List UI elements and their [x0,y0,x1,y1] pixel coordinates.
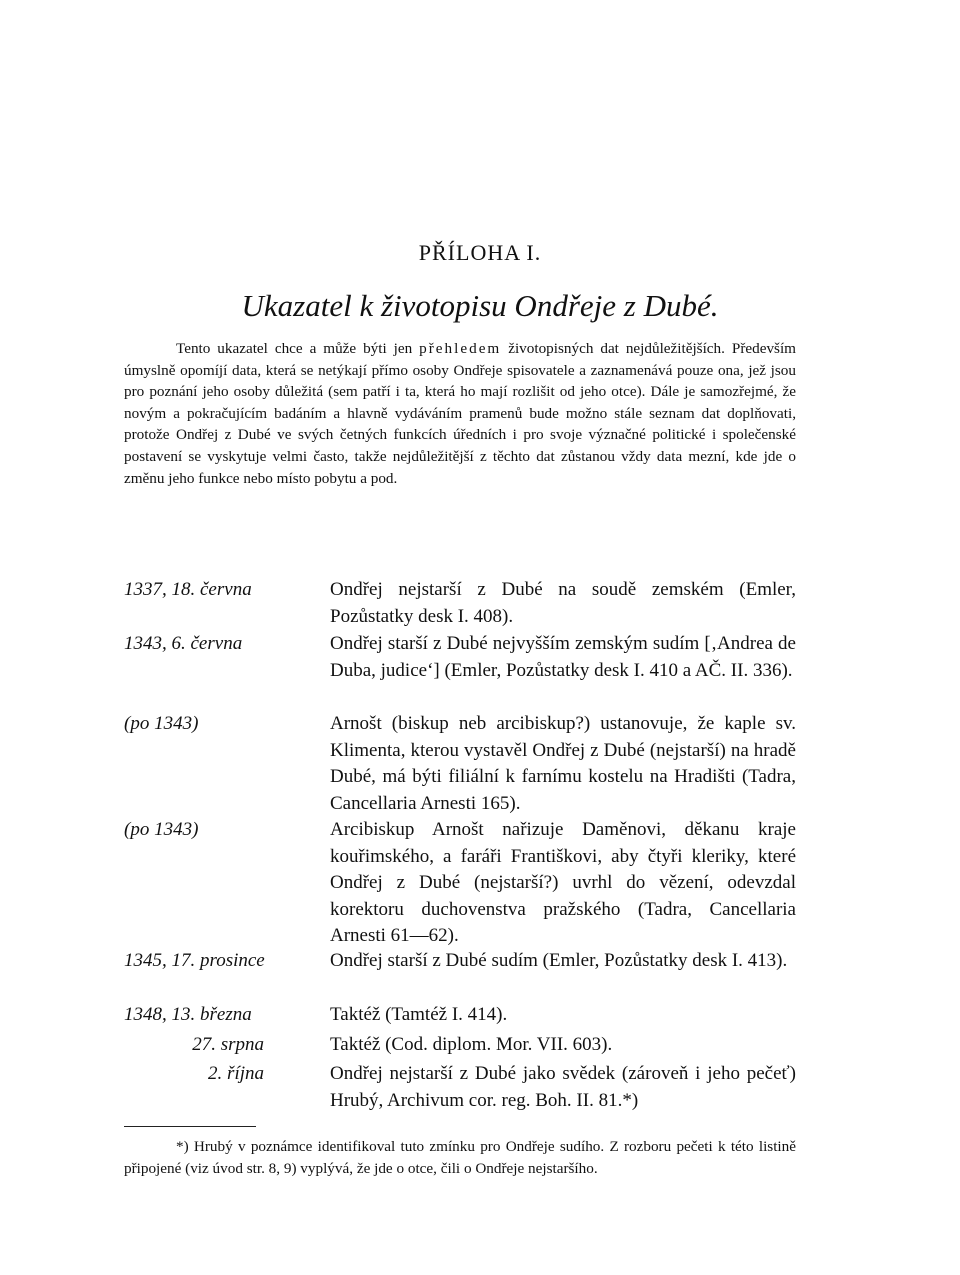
entry-date: (po 1343) [124,819,199,840]
entry-date: 2. října [208,1063,264,1084]
entry-text: Ondřej nejstarší z Dubé na soudě zemském (Emler, Pozůstatky desk I. 408). [330,579,796,627]
entry-text: Arnošt (biskup neb arcibiskup?) ustanovuje, že kaple sv. Klimenta, kterou vystavěl Ondřej z Dubé (nejstarší) na hradě Dubé, má býti filiální k farnímu kostelu na Hradišti (Tadra, Cancellaria Arnesti 165). [330,713,796,814]
entry-text: Taktéž (Tamtéž I. 414). [330,1004,508,1025]
chronology-entry [124,1032,796,1059]
entry-text: Taktéž (Cod. diplom. Mor. VII. 603). [330,1034,613,1055]
intro-text-start: Tento ukazatel chce a může býti jen [176,340,420,357]
footnote-divider [124,1126,256,1127]
entry-date: 1345, 17. prosince [124,950,265,971]
intro-text-rest: životopisných dat nejdůležitějších. Především úmyslně opomíjí data, která se netýkají přímo osoby Ondřeje spisovatele a zaznamenává pouze ona, jež jsou pro poznání jeho osoby důležitá (sem patří i ta, která ho mají rozlišit od jeho otce). Dále je samozřejmé, že novým a pokračujícím badáním a hlavně vydáváním pramenů bude možno stále seznam dat doplňovati, protože Ondřej z Dubé ve svých četných funkcích úředních i pro svoje význačné politické i společenské postavení se vyskytuje velmi často, takže nejdůležitější z těchto dat zůstanou vždy data mezní, kde jde o změnu jeho funkce nebo místo pobytu a pod. [124,340,796,487]
footnote [124,1136,796,1179]
chronology-entry [124,631,796,684]
chronology-entry [124,948,796,975]
entry-text: Arcibiskup Arnošt nařizuje Daměnovi, děkanu kraje kouřimského, a faráři Františkovi, aby čtyři kleriky, které Ondřej z Dubé (nejstarší?) uvrhl do vězení, odevzdal korektoru duchovenstva pražského (Tadra, Cancellaria Arnesti 61—62). [330,819,796,946]
appendix-label: PŘÍLOHA I. [418,240,542,265]
chronology-entry [124,817,796,950]
entry-text: Ondřej starší z Dubé sudím (Emler, Pozůstatky desk I. 413). [330,950,788,971]
entry-date: 27. srpna [192,1034,264,1055]
entry-date: 1343, 6. června [124,633,243,654]
intro-paragraph [124,338,796,489]
chronology-entry [124,711,796,817]
intro-emphasis: přehledem [419,340,502,357]
chronology-entry [124,1061,796,1114]
page-title: Ukazatel k životopisu Ondřeje z Dubé. [241,288,719,323]
entry-date: 1348, 13. března [124,1004,252,1025]
entry-text: Ondřej starší z Dubé nejvyšším zemským sudím [‚Andrea de Duba, judice‘] (Emler, Pozůstatky desk I. 410 a AČ. II. 336). [330,633,796,681]
entry-date: 1337, 18. června [124,579,252,600]
footnote-text: *) Hrubý v poznámce identifikoval tuto zmínku pro Ondřeje sudího. Z rozboru pečeti k této listině připojené (viz úvod str. 8, 9) vyplývá, že jde o otce, čili o Ondřeje nejstaršího. [124,1138,796,1177]
entry-text: Ondřej nejstarší z Dubé jako svědek (zároveň i jeho pečeť) Hrubý, Archivum cor. reg. Boh. II. 81.*) [330,1063,796,1111]
entry-date: (po 1343) [124,713,199,734]
chronology-entry [124,577,796,630]
chronology-entry [124,1002,796,1029]
